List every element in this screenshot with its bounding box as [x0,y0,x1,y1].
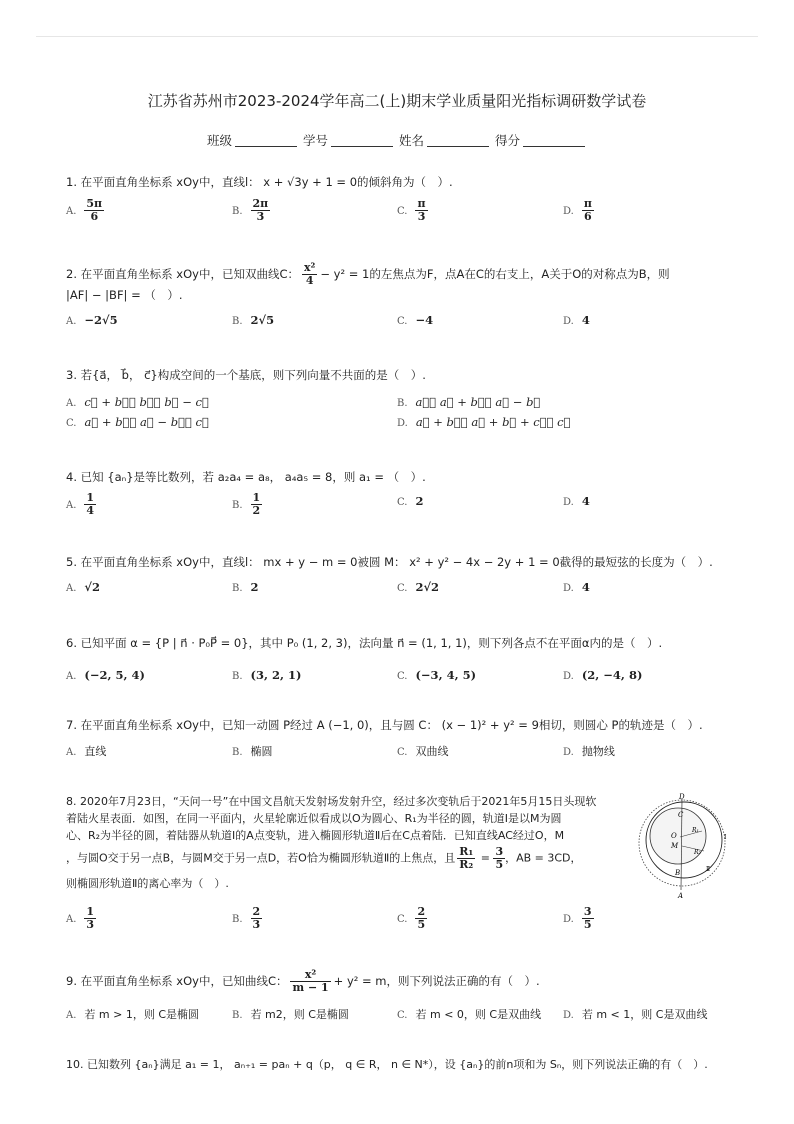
student-info-row [0,131,794,149]
q4-option-d[interactable]: D. 4 [563,494,590,508]
fraction: $\frac{3}{5}$ [583,905,592,931]
q5-option-d[interactable]: D. 4 [563,580,590,594]
label-b: B [675,869,681,877]
q5-option-c[interactable]: C. 2√2 [397,580,440,594]
q9-option-b[interactable]: B. 若 m2，则 C是椭圆 [232,1008,349,1021]
label-a: A [678,892,684,900]
name-label: 姓名 [398,133,424,148]
q3-option-d[interactable]: D. a⃗ + b⃗， a⃗ + b⃗ + c⃗， c⃗ [397,415,571,429]
question-2-line-2: |AF| − |BF| = （ ）. [66,288,183,302]
id-blank[interactable] [331,146,393,147]
option-letter: D. [563,206,574,217]
label-o: O [671,832,677,840]
q9-option-a[interactable]: A. 若 m > 1，则 C是椭圆 [66,1008,200,1021]
question-1: 1. 在平面直角坐标系 xOy中，直线l： x + √3y + 1 = 0的倾斜角为（ ）. [66,175,453,189]
label-orbit-2: Ⅱ [706,866,711,873]
question-7: 7. 在平面直角坐标系 xOy中，已知一动圆 P经过 A (−1, 0)，且与圆 C： (x − 1)² + y² = 9相切，则圆心 P的轨迹是（ ）. [66,718,703,732]
label-orbit-1: Ⅰ [724,834,727,841]
q3-option-c[interactable]: C. a⃗ + b⃗， a⃗ − b⃗， c⃗ [66,415,209,429]
fraction: $\frac{\text{x²}}{m - 1}$ [292,968,329,994]
q2-option-b[interactable]: B. 2√5 [232,313,275,327]
fraction: $\frac{1}{4}$ [86,491,95,517]
q7-option-b[interactable]: B. 椭圆 [232,745,273,758]
question-10: 10. 已知数列 {aₙ}满足 a₁ = 1， aₙ₊₁ = paₙ + q（p， q ∈ R， n ∈ N*），设 {aₙ}的前n项和为 Sₙ，则下列说法正确的有（ ）. [66,1058,708,1071]
q4-option-c[interactable]: C. 2 [397,494,424,508]
fraction: $\frac{\text{R₁}}{\text{R₂}}$ [459,845,474,871]
option-letter: C. [397,206,408,217]
question-6: 6. 已知平面 α = {P | n⃗ · P₀P⃗ = 0}，其中 P₀ (1, 2, 3)，法向量 n⃗ = (1, 1, 1)，则下列各点不在平面α内的是（ ）. [66,636,663,650]
question-4: 4. 已知 {aₙ}是等比数列，若 a₂a₄ = a₈， a₄a₅ = 8，则 a₁ = （ ）. [66,470,426,484]
q2-option-d[interactable]: D. 4 [563,313,590,327]
q3-option-a[interactable]: A. c⃗ + b⃗， b⃗， b⃗ − c⃗ [66,395,209,409]
question-8-line-1: 8. 2020年7月23日，“天问一号”在中国文昌航天发射场发射升空，经过多次变轨后于2021年5月15日头现软 [66,795,597,808]
fraction: $\frac{1}{2}$ [252,491,261,517]
fraction: $\frac{3}{5}$ [495,845,504,871]
q6-option-c[interactable]: C. (−3, 4, 5) [397,668,477,682]
option-letter: B. [232,206,243,217]
q7-option-c[interactable]: C. 双曲线 [397,745,449,758]
question-3: 3. 若{a⃗， b⃗， c⃗}构成空间的一个基底，则下列向量不共面的是（ ）. [66,368,426,382]
q6-option-b[interactable]: B. (3, 2, 1) [232,668,302,682]
question-2: 2. 在平面直角坐标系 xOy中，已知双曲线C： $\frac{\text{x²}}{4}$ − y² = 1的左焦点为F，点A在C的右支上，A关于O的对称点为B，则 [66,261,670,287]
q1-option-b[interactable] [232,198,270,223]
q5-option-a[interactable]: A. √2 [66,580,100,594]
option-letter: A. [66,206,77,217]
q9-option-c[interactable]: C. 若 m < 0，则 C是双曲线 [397,1008,542,1021]
q1-option-d[interactable] [563,198,594,223]
fraction: $\frac{\pi}{6}$ [583,197,592,223]
q6-option-d[interactable]: D. (2, −4, 8) [563,668,643,682]
question-8-line-5: 则椭圆形轨道Ⅱ的离心率为（ ）. [66,877,229,890]
label-r1: R₁ [692,827,699,834]
q4-option-b[interactable]: B. $\frac{1}{2}$ [232,491,261,517]
q7-option-d[interactable]: D. 抛物线 [563,745,615,758]
fraction: $\frac{\text{x²}}{4}$ [303,261,316,287]
question-5: 5. 在平面直角坐标系 xOy中，直线l： mx + y − m = 0被圆 M： x² + y² − 4x − 2y + 1 = 0截得的最短弦的长度为（ ）. [66,555,713,569]
score-label: 得分 [494,133,520,148]
orbit-diagram [632,791,736,901]
label-m: M [671,842,679,850]
class-blank[interactable] [235,146,297,147]
fraction: $\frac{1}{3}$ [86,905,95,931]
q8-option-a[interactable]: A. $\frac{1}{3}$ [66,905,95,931]
q2-option-c[interactable]: C. −4 [397,313,434,327]
label-d: D [679,793,685,801]
q1-option-a[interactable] [66,198,104,223]
fraction: $\frac{5\pi}{6}$ [86,197,103,223]
fraction: $\frac{2}{5}$ [417,905,426,931]
id-label: 学号 [302,133,328,148]
q1-option-c[interactable] [397,198,428,223]
q9-option-d[interactable]: D. 若 m < 1，则 C是双曲线 [563,1008,708,1021]
name-blank[interactable] [427,146,489,147]
q8-option-d[interactable]: D. $\frac{3}{5}$ [563,905,592,931]
q7-option-a[interactable]: A. 直线 [66,745,107,758]
q8-option-c[interactable]: C. $\frac{2}{5}$ [397,905,426,931]
question-8-line-2: 着陆火星表面．如图，在同一平面内，火星轮廓近似看成以O为圆心、R₁为半径的圆，轨道Ⅰ是以M为圆 [66,812,562,825]
fraction: $\frac{\pi}{3}$ [417,197,426,223]
question-8-line-3: 心、R₂为半径的圆，着陆器从轨道Ⅰ的A点变轨，进入椭圆形轨道Ⅱ后在C点着陆．已知直线AC经过O，M [66,829,565,842]
label-c: C [678,811,684,819]
header-divider [36,36,758,37]
question-9: 9. 在平面直角坐标系 xOy中，已知曲线C： $\frac{\text{x²}}{m - 1}$ + y² = m，则下列说法正确的有（ ）. [66,968,540,994]
q8-option-b[interactable]: B. $\frac{2}{3}$ [232,905,261,931]
page-title: 江苏省苏州市2023-2024学年高二(上)期末学业质量阳光指标调研数学试卷 [147,92,647,110]
q2-option-a[interactable]: A. −2√5 [66,313,118,327]
q5-option-b[interactable]: B. 2 [232,580,259,594]
class-label: 班级 [206,133,232,148]
fraction: $\frac{2\pi}{3}$ [252,197,269,223]
q3-option-b[interactable]: B. a⃗， a⃗ + b⃗， a⃗ − b⃗ [397,395,541,409]
score-blank[interactable] [523,146,585,147]
q4-option-a[interactable]: A. $\frac{1}{4}$ [66,491,95,517]
label-r2: R₂ [694,849,701,856]
fraction: $\frac{2}{3}$ [252,905,261,931]
q6-option-a[interactable]: A. (−2, 5, 4) [66,668,145,682]
question-8-line-4: ，与圆O交于另一点B，与圆M交于另一点D，若O恰为椭圆形轨道Ⅱ的上焦点，且 $\frac{\text{R₁}}{\text{R₂}}$ = $\frac{3}{5}$ ，AB = 3CD， [66,845,582,871]
